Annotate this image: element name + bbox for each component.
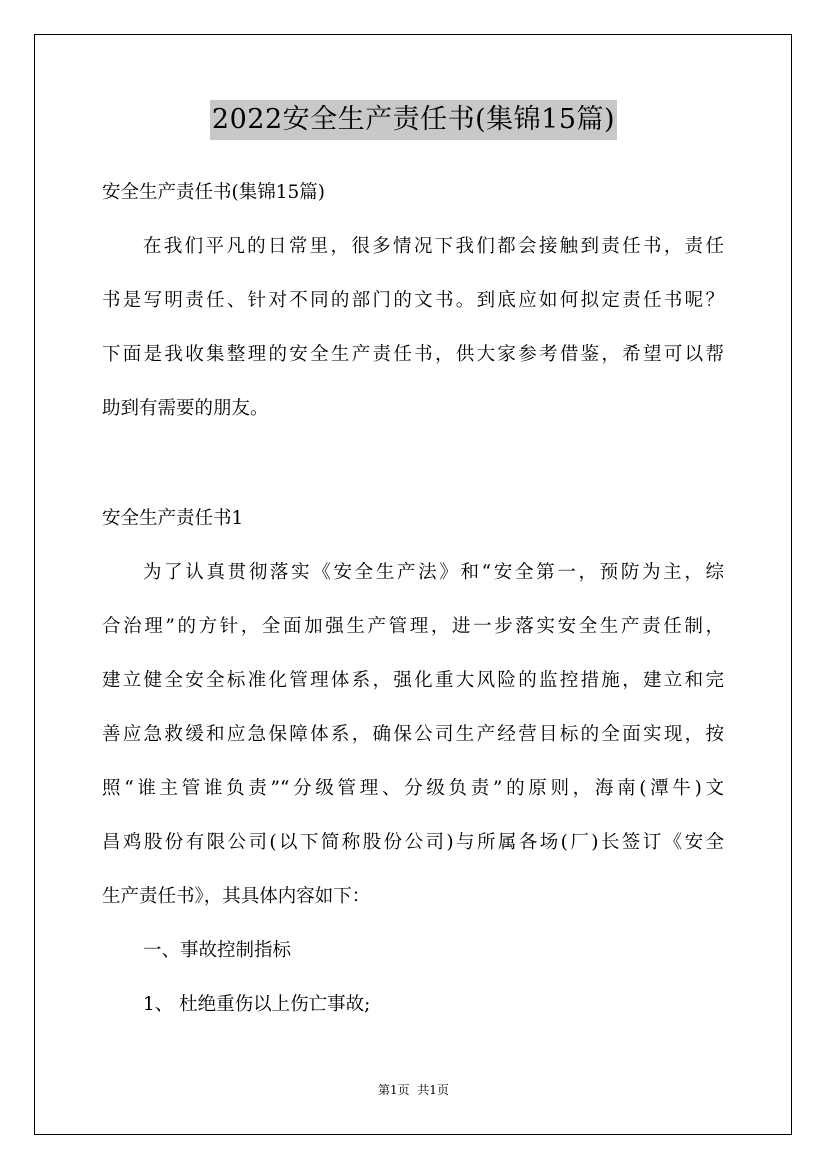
section-1-line-2: 合治理”的方针，全面加强生产管理，进一步落实安全生产责任制， bbox=[102, 616, 724, 637]
intro-line-1: 在我们平凡的日常里，很多情况下我们都会接触到责任书，责任 bbox=[143, 236, 724, 257]
document-title: 2022安全生产责任书(集锦15篇) bbox=[210, 100, 617, 140]
intro-line-3: 下面是我收集整理的安全生产责任书，供大家参考借鉴，希望可以帮 bbox=[102, 344, 724, 365]
item-heading: 一、事故控制指标 bbox=[143, 940, 292, 961]
document-subtitle: 安全生产责任书(集锦15篇) bbox=[102, 182, 325, 203]
page-footer bbox=[0, 1082, 827, 1098]
item-1: 1、 杜绝重伤以上伤亡事故; bbox=[143, 994, 371, 1015]
section-1-line-7: 生产责任书》，其具体内容如下： bbox=[102, 886, 371, 907]
section-1-line-5: 照“谁主管谁负责”“分级管理、分级负责”的原则，海南(潭牛)文 bbox=[102, 778, 724, 799]
section-1-line-4: 善应急救缓和应急保障体系，确保公司生产经营目标的全面实现，按 bbox=[102, 724, 724, 745]
section-1-line-1: 为了认真贯彻落实《安全生产法》和“安全第一，预防为主，综 bbox=[143, 562, 724, 583]
title-container bbox=[0, 100, 827, 140]
intro-line-4: 助到有需要的朋友。 bbox=[102, 398, 269, 419]
section-1-heading: 安全生产责任书1 bbox=[102, 508, 244, 529]
page-number: 第1页 共1页 bbox=[378, 1083, 449, 1097]
intro-line-2: 书是写明责任、针对不同的部门的文书。到底应如何拟定责任书呢？ bbox=[102, 290, 724, 311]
section-1-line-3: 建立健全安全标准化管理体系，强化重大风险的监控措施，建立和完 bbox=[102, 670, 724, 691]
section-1-line-6: 昌鸡股份有限公司(以下简称股份公司)与所属各场(厂)长签订《安全 bbox=[102, 832, 724, 853]
